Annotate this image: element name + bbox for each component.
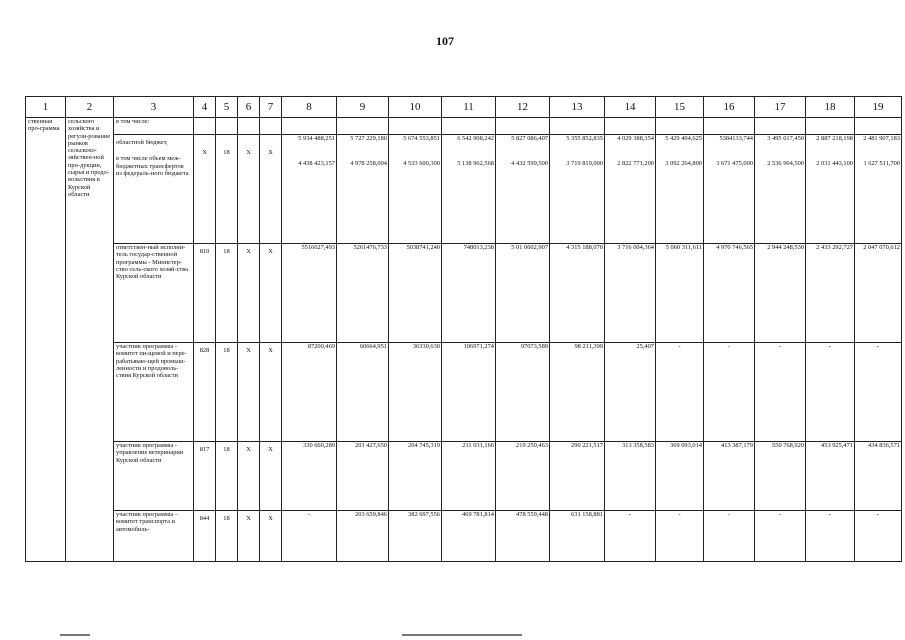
value-cell bbox=[855, 244, 902, 343]
value-cell bbox=[605, 244, 656, 343]
value-cell bbox=[755, 442, 806, 511]
value-cell bbox=[337, 135, 389, 244]
committee_food-value: - bbox=[828, 343, 832, 350]
budget-table bbox=[25, 96, 902, 562]
column-header-15: 15 bbox=[656, 97, 704, 118]
code-cell: Х bbox=[260, 135, 282, 244]
code-cell: 18 bbox=[216, 442, 238, 511]
executor-value: 4 970 746,565 bbox=[716, 244, 753, 251]
transport-label: участник программы – комитет транспорта и автомобиль- bbox=[114, 511, 194, 562]
transport-value: - bbox=[628, 511, 632, 518]
veterinary-value: 550 768,920 bbox=[772, 442, 804, 449]
transport-value: 631 158,881 bbox=[571, 511, 603, 518]
column-header-18: 18 bbox=[806, 97, 855, 118]
column-header-19: 19 bbox=[855, 97, 902, 118]
transport-value: - bbox=[307, 511, 311, 518]
transport-value: 478 559,448 bbox=[516, 511, 548, 518]
federal-value: 2 031 443,100 bbox=[816, 160, 853, 168]
committee_food-value: - bbox=[778, 343, 782, 350]
value-cell bbox=[704, 135, 755, 244]
value-cell bbox=[806, 244, 855, 343]
transport-value: 469 781,814 bbox=[462, 511, 494, 518]
code-cell: Х bbox=[194, 135, 216, 244]
value-cell bbox=[550, 511, 605, 562]
oblast-value: 4 029 388,354 bbox=[617, 135, 654, 142]
oblast-value: 2 887 218,198 bbox=[816, 135, 853, 142]
transport-value: - bbox=[727, 511, 731, 518]
executor-value: 2 433 292,727 bbox=[816, 244, 853, 251]
column-header-6: 6 bbox=[238, 97, 260, 118]
value-cell bbox=[496, 511, 550, 562]
value-cell bbox=[605, 442, 656, 511]
value-cell bbox=[806, 442, 855, 511]
oblast-value: 5 355 852,835 bbox=[566, 135, 603, 142]
column-header-16: 16 bbox=[704, 97, 755, 118]
value-cell bbox=[855, 343, 902, 442]
value-cell bbox=[605, 135, 656, 244]
value-cell bbox=[806, 511, 855, 562]
value-cell bbox=[704, 511, 755, 562]
table-row bbox=[26, 135, 902, 244]
executor-value: 3 716 004,364 bbox=[617, 244, 654, 251]
code-cell: 844 bbox=[194, 511, 216, 562]
value-cell bbox=[755, 244, 806, 343]
value-cell bbox=[389, 511, 442, 562]
committee_food-value: - bbox=[727, 343, 731, 350]
committee_food-value: 106971,274 bbox=[463, 343, 494, 350]
oblast-value: 5 827 086,407 bbox=[511, 135, 548, 142]
value-cell bbox=[656, 511, 704, 562]
code-cell: Х bbox=[260, 442, 282, 511]
value-cell bbox=[550, 343, 605, 442]
code-cell: 817 bbox=[194, 442, 216, 511]
table-row bbox=[26, 118, 902, 135]
value-cell bbox=[656, 244, 704, 343]
value-cell bbox=[282, 442, 337, 511]
oblast-value: 2 481 907,183 bbox=[863, 135, 900, 142]
federal-value: 2 536 904,500 bbox=[767, 160, 804, 168]
value-cell bbox=[755, 511, 806, 562]
value-cell bbox=[282, 135, 337, 244]
value-cell bbox=[282, 244, 337, 343]
column-header-9: 9 bbox=[337, 97, 389, 118]
column-header-11: 11 bbox=[442, 97, 496, 118]
table-row bbox=[26, 343, 902, 442]
value-cell bbox=[337, 442, 389, 511]
federal-value: 3 671 475,000 bbox=[716, 160, 753, 168]
value-cell bbox=[806, 343, 855, 442]
federal-value: 4 438 423,157 bbox=[298, 160, 335, 168]
veterinary-value: 413 387,179 bbox=[721, 442, 753, 449]
column-header-2: 2 bbox=[66, 97, 114, 118]
code-cell: 18 bbox=[216, 135, 238, 244]
veterinary-value: 434 836,571 bbox=[868, 442, 900, 449]
column-header-17: 17 bbox=[755, 97, 806, 118]
committee_food-value: 87200,469 bbox=[307, 343, 335, 350]
value-cell bbox=[389, 135, 442, 244]
executor-value: 5261476,733 bbox=[353, 244, 387, 251]
page-number: 107 bbox=[436, 34, 454, 48]
value-cell bbox=[550, 442, 605, 511]
oblast-value: 5384133,744 bbox=[719, 135, 753, 142]
value-cell bbox=[337, 343, 389, 442]
column-header-14: 14 bbox=[605, 97, 656, 118]
value-cell bbox=[496, 343, 550, 442]
federal-value: 3 092 264,800 bbox=[665, 160, 702, 168]
executor-value: 5 01 0602,907 bbox=[511, 244, 548, 251]
executor-value: 4 315 188,070 bbox=[566, 244, 603, 251]
transport-value: - bbox=[678, 511, 681, 518]
program-type-cell: ственная про-грамма bbox=[26, 118, 66, 562]
value-cell bbox=[442, 442, 496, 511]
code-cell: Х bbox=[260, 244, 282, 343]
transport-value: - bbox=[876, 511, 880, 518]
committee-food-label: участник программы - комитет пи-щевой и пере-рабатываю-щей промыш-ленности и продоволь-ствия Курской области bbox=[114, 343, 194, 442]
value-cell bbox=[704, 244, 755, 343]
code-cell: 810 bbox=[194, 244, 216, 343]
veterinary-value: 219 250,463 bbox=[516, 442, 548, 449]
oblast-label: областной бюджет, bbox=[116, 139, 168, 146]
federal-value: 4 978 258,004 bbox=[350, 160, 387, 168]
committee_food-value: - bbox=[678, 343, 681, 350]
value-cell bbox=[337, 244, 389, 343]
value-cell bbox=[550, 135, 605, 244]
federal-value: 1 627 511,700 bbox=[863, 160, 900, 168]
federal-value: 4 533 600,300 bbox=[403, 160, 440, 168]
program-name-cell: сельского хозяйства и регули-рование рынков сельскохо-зяйствен-ной про-дукции, сырья и продо-вольствия в Курской области bbox=[66, 118, 114, 562]
value-cell bbox=[855, 511, 902, 562]
value-cell bbox=[442, 135, 496, 244]
executor-label: ответствен-ный исполни-тель государ-ственной программы - Министер-ство сель-ского хозяй-ства Курской области bbox=[114, 244, 194, 343]
executor-value: 5038741,240 bbox=[406, 244, 440, 251]
value-cell bbox=[389, 244, 442, 343]
federal-value: 3 719 819,000 bbox=[566, 160, 603, 168]
value-cell bbox=[855, 135, 902, 244]
value-cell bbox=[389, 343, 442, 442]
value-cell bbox=[704, 442, 755, 511]
table-row bbox=[26, 511, 902, 562]
value-cell bbox=[282, 343, 337, 442]
value-cell bbox=[605, 343, 656, 442]
value-cell bbox=[389, 442, 442, 511]
veterinary-value: 330 660,289 bbox=[303, 442, 335, 449]
value-cell bbox=[704, 343, 755, 442]
value-cell bbox=[496, 442, 550, 511]
veterinary-value: 290 221,517 bbox=[571, 442, 603, 449]
value-cell bbox=[656, 343, 704, 442]
veterinary-label: участник программы - управление ветеринарии Курской области bbox=[114, 442, 194, 511]
column-header-8: 8 bbox=[282, 97, 337, 118]
transport-value: 382 697,556 bbox=[408, 511, 440, 518]
veterinary-value: 204 745,319 bbox=[408, 442, 440, 449]
column-header-3: 3 bbox=[114, 97, 194, 118]
transport-value: - bbox=[828, 511, 832, 518]
veterinary-value: 313 358,583 bbox=[622, 442, 654, 449]
value-cell bbox=[550, 244, 605, 343]
committee_food-value: 25,407 bbox=[636, 343, 654, 350]
executor-value: 5 060 311,611 bbox=[665, 244, 702, 251]
value-cell bbox=[282, 511, 337, 562]
column-header-13: 13 bbox=[550, 97, 605, 118]
value-cell bbox=[755, 135, 806, 244]
federal-label: в том числе объем меж-бюджетных трансфертов из федераль-ного бюджета bbox=[116, 155, 189, 177]
transport-value: - bbox=[778, 511, 782, 518]
oblast-value: 6 542 908,242 bbox=[457, 135, 494, 142]
code-cell: Х bbox=[260, 343, 282, 442]
table-row bbox=[26, 244, 902, 343]
page-edge-mark bbox=[60, 634, 90, 636]
federal-value: 5 138 962,568 bbox=[457, 160, 494, 168]
oblast-value: 3 495 017,450 bbox=[767, 135, 804, 142]
value-cell bbox=[656, 135, 704, 244]
committee_food-value: 98 211,399 bbox=[574, 343, 603, 350]
veterinary-value: 211 031,166 bbox=[462, 442, 494, 449]
veterinary-value: 369 093,014 bbox=[670, 442, 702, 449]
transport-value: 203 659,846 bbox=[355, 511, 387, 518]
veterinary-value: 453 925,471 bbox=[821, 442, 853, 449]
column-header-4: 4 bbox=[194, 97, 216, 118]
value-cell bbox=[755, 343, 806, 442]
intro-label: в том числе: bbox=[114, 118, 194, 135]
header-row bbox=[26, 97, 902, 118]
code-cell: 18 bbox=[216, 343, 238, 442]
value-cell bbox=[442, 343, 496, 442]
column-header-7: 7 bbox=[260, 97, 282, 118]
committee_food-value: 97073,589 bbox=[520, 343, 548, 350]
executor-value: 2 047 070,612 bbox=[863, 244, 900, 251]
executor-value: 748013,238 bbox=[463, 244, 494, 251]
column-header-1: 1 bbox=[26, 97, 66, 118]
federal-value: 2 822 771,200 bbox=[617, 160, 654, 168]
value-cell bbox=[442, 244, 496, 343]
code-cell: 18 bbox=[216, 244, 238, 343]
value-cell bbox=[605, 511, 656, 562]
value-cell bbox=[337, 511, 389, 562]
column-header-5: 5 bbox=[216, 97, 238, 118]
value-cell bbox=[496, 135, 550, 244]
column-header-12: 12 bbox=[496, 97, 550, 118]
code-cell: Х bbox=[238, 442, 260, 511]
executor-value: 5516627,493 bbox=[301, 244, 335, 251]
column-header-10: 10 bbox=[389, 97, 442, 118]
value-cell bbox=[442, 511, 496, 562]
oblast-value: 5 727 229,180 bbox=[350, 135, 387, 142]
federal-value: 4 432 599,500 bbox=[511, 160, 548, 168]
code-cell: 18 bbox=[216, 511, 238, 562]
value-cell bbox=[656, 442, 704, 511]
page-edge-mark bbox=[402, 634, 522, 636]
executor-value: 2 944 248,530 bbox=[767, 244, 804, 251]
code-cell: Х bbox=[238, 343, 260, 442]
code-cell: Х bbox=[238, 511, 260, 562]
committee_food-value: 60664,951 bbox=[359, 343, 387, 350]
committee_food-value: 36330,630 bbox=[412, 343, 440, 350]
value-cell bbox=[855, 442, 902, 511]
value-cell bbox=[496, 244, 550, 343]
value-cell bbox=[806, 135, 855, 244]
oblast-value: 5 674 553,851 bbox=[403, 135, 440, 142]
code-cell: Х bbox=[260, 511, 282, 562]
table-row bbox=[26, 442, 902, 511]
code-cell: Х bbox=[238, 135, 260, 244]
oblast-value: 5 429 404,625 bbox=[665, 135, 702, 142]
committee_food-value: - bbox=[876, 343, 880, 350]
funding-label-cell bbox=[114, 135, 194, 244]
oblast-value: 5 934 488,251 bbox=[298, 135, 335, 142]
code-cell: Х bbox=[238, 244, 260, 343]
veterinary-value: 201 427,650 bbox=[355, 442, 387, 449]
code-cell: 828 bbox=[194, 343, 216, 442]
